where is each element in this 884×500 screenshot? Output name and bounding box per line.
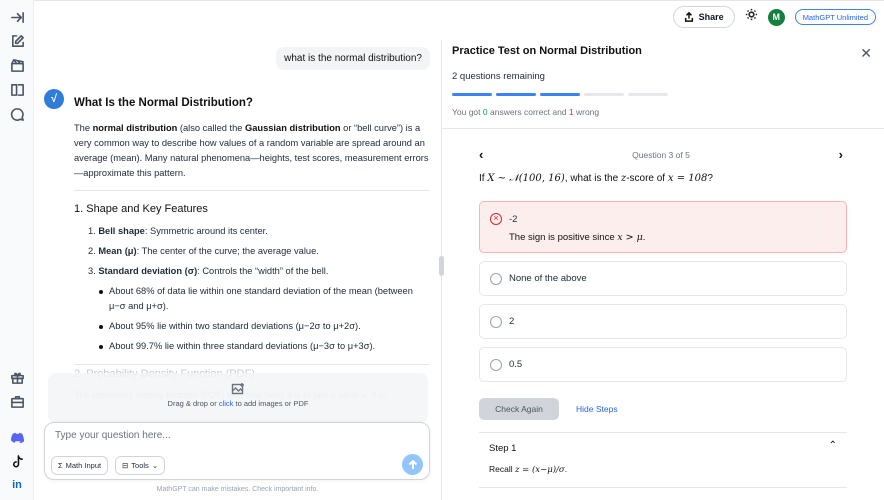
radio-icon <box>490 316 502 328</box>
composer <box>44 422 430 480</box>
click-upload-link[interactable]: click <box>218 399 234 408</box>
questions-remaining: 2 questions remaining <box>452 71 545 82</box>
sun-icon <box>745 8 758 21</box>
share-label: Share <box>698 12 724 22</box>
divider <box>74 364 430 365</box>
chevron-down-icon: ⌄ <box>151 461 159 470</box>
tiktok-icon[interactable] <box>9 453 25 469</box>
option-explanation: The sign is positive since x > μ. <box>509 232 646 243</box>
radio-icon <box>490 359 502 371</box>
answer-heading: What Is the Normal Distribution? <box>74 97 253 109</box>
chevron-right-icon[interactable]: › <box>838 147 843 162</box>
chevron-up-icon[interactable]: ⌃ <box>828 440 837 451</box>
progress-bar <box>452 93 668 96</box>
progress-segment <box>540 93 580 96</box>
question-input[interactable] <box>55 430 355 441</box>
clapperboard-icon[interactable] <box>9 57 25 73</box>
step-title: Step 1 <box>489 443 517 454</box>
question-counter: Question 3 of 5 <box>632 150 690 160</box>
list-item: 3. Standard deviation (σ): Controls the “width” of the bell. <box>88 266 329 276</box>
bullet-item: About 95% lie within two standard deviations (μ−2σ to μ+2σ). <box>109 319 430 334</box>
answer-option[interactable]: 0.5 <box>479 347 847 382</box>
bullet-item: About 99.7% lie within three standard deviations (μ−3σ to μ+3σ). <box>109 339 430 354</box>
radio-icon <box>490 273 502 285</box>
progress-segment <box>496 93 536 96</box>
question-text: If X ∼ 𝒩(100, 16), what is the z-score of x = 108? <box>479 173 713 184</box>
section-heading: 1. Shape and Key Features <box>74 203 208 215</box>
answer-option[interactable]: None of the above <box>479 261 847 296</box>
mathgpt-logo-icon: √ <box>44 89 64 109</box>
math-input-button[interactable]: Σ Math Input <box>51 456 108 475</box>
chat-bubble-icon[interactable] <box>9 106 25 122</box>
option-label: -2 <box>509 214 518 225</box>
chat-area <box>34 0 441 500</box>
expand-sidebar-icon[interactable] <box>9 9 25 25</box>
practice-title: Practice Test on Normal Distribution <box>452 45 642 57</box>
top-bar <box>673 6 876 28</box>
send-button[interactable] <box>402 454 423 475</box>
share-button[interactable] <box>673 6 735 28</box>
linkedin-icon[interactable]: in <box>12 479 22 491</box>
step-text: Recall z = (x−μ)/σ. <box>489 464 568 475</box>
question-navigation <box>479 147 843 163</box>
dropzone-text: Drag & drop or click to add images or PDF <box>167 399 309 408</box>
step-card <box>479 432 847 488</box>
avatar[interactable]: M <box>768 9 785 26</box>
book-icon[interactable] <box>9 81 25 97</box>
progress-segment <box>584 93 624 96</box>
progress-segment <box>452 93 492 96</box>
bullet-item: About 68% of data lie within one standard deviation of the mean (between μ−σ and μ+σ). <box>109 284 430 314</box>
close-icon[interactable]: ✕ <box>860 45 872 61</box>
gift-icon[interactable] <box>9 369 25 385</box>
divider <box>442 128 884 129</box>
new-chat-icon[interactable] <box>9 33 25 49</box>
list-item: 1. Bell shape: Symmetric around its center. <box>88 226 268 236</box>
plan-badge[interactable]: MathGPT Unlimited <box>795 9 876 25</box>
score-summary: You got 0 answers correct and 1 wrong <box>452 107 600 117</box>
tools-button[interactable]: ⊟ Tools ⌄ <box>115 456 165 475</box>
left-rail <box>0 0 34 500</box>
sum-icon: Σ <box>58 461 63 470</box>
check-again-button[interactable]: Check Again <box>479 398 559 420</box>
upload-dropzone[interactable] <box>48 373 428 423</box>
answer-intro: The normal distribution (also called the Gaussian distribution or “bell curve”) is a very common way to describe how values of a random variable are spread around an average (mean). Many natural phenomena—heights, test scores, measurement errors—approximate this pattern. <box>74 123 429 178</box>
arrow-up-icon <box>408 460 418 470</box>
theme-toggle-button[interactable] <box>745 8 758 26</box>
error-x-icon: × <box>490 213 502 225</box>
answer-option-wrong[interactable] <box>479 201 847 253</box>
list-item: 2. Mean (μ): The center of the curve; the average value. <box>88 246 319 256</box>
toolbox-icon: ⊟ <box>122 461 129 470</box>
progress-segment <box>628 93 668 96</box>
hide-steps-link[interactable]: Hide Steps <box>576 404 618 414</box>
briefcase-icon[interactable] <box>9 393 25 409</box>
chevron-left-icon[interactable]: ‹ <box>479 147 484 162</box>
share-icon <box>684 12 694 22</box>
practice-panel <box>442 40 884 500</box>
feature-list <box>88 224 430 279</box>
assistant-message <box>74 96 430 365</box>
discord-icon[interactable] <box>9 429 25 445</box>
image-upload-icon <box>231 382 245 396</box>
user-message: what is the normal distribution? <box>276 47 430 70</box>
divider <box>74 190 430 191</box>
disclaimer: MathGPT can make mistakes. Check important info. <box>156 486 319 493</box>
answer-option[interactable]: 2 <box>479 304 847 339</box>
bullet-list <box>109 284 430 354</box>
